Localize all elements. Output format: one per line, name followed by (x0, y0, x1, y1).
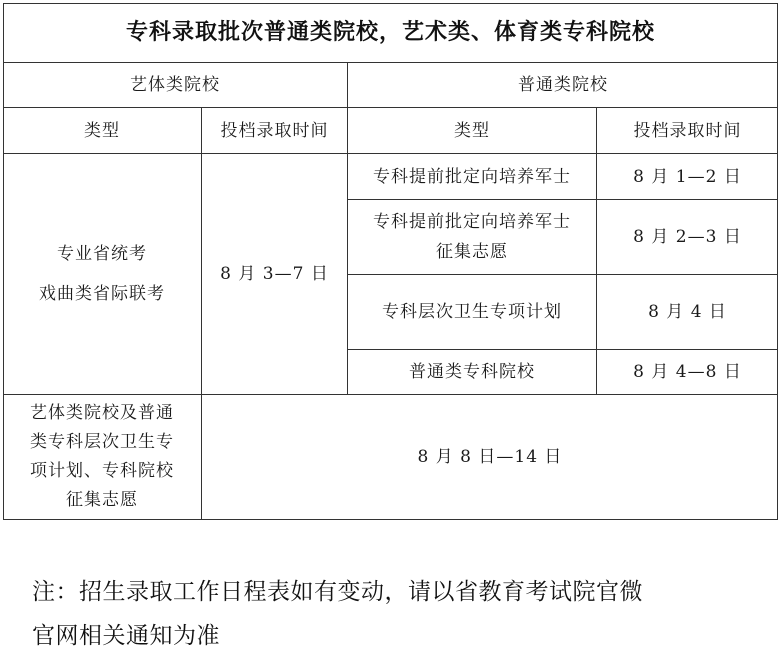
general-type-line: 征集志愿 (436, 242, 508, 262)
final-time-cell: 8 月 8 日—14 日 (417, 447, 563, 467)
final-type-cell (3, 395, 201, 519)
general-time-cell: 8 月 4 日 (648, 302, 727, 322)
general-time-cell: 8 月 1—2 日 (633, 166, 742, 187)
general-type-cell: 普通类专科院校 (409, 362, 535, 382)
final-type-line: 征集志愿 (66, 490, 138, 510)
general-group-header: 普通类院校 (518, 75, 608, 95)
art-type-cell (3, 154, 201, 394)
general-time-cell: 8 月 2—3 日 (633, 227, 742, 247)
admission-schedule-table (3, 3, 778, 520)
final-type-line: 类专科层次卫生专 (30, 432, 174, 452)
art-time-cell: 8 月 3—7 日 (220, 264, 329, 284)
art-group-header: 艺体类院校 (130, 75, 220, 95)
general-type-line: 专科提前批定向培养军士 (373, 212, 571, 232)
art-time-header: 投档录取时间 (220, 120, 329, 141)
final-type-line: 项计划、专科院校 (30, 461, 174, 481)
art-type-line: 专业省统考 (57, 244, 147, 264)
table-title: 专科录取批次普通类院校，艺术类、体育类专科院校 (125, 19, 655, 45)
general-type-cell (348, 200, 596, 274)
general-type-cell: 专科提前批定向培养军士 (373, 166, 571, 187)
footnote-line: 官网相关通知为准 (32, 623, 220, 649)
general-time-cell: 8 月 4—8 日 (633, 362, 742, 382)
table-border-bottom (3, 519, 778, 520)
art-type-header: 类型 (84, 120, 120, 141)
art-type-line: 戏曲类省际联考 (39, 284, 165, 304)
footnote-line: 注：招生录取工作日程表如有变动，请以省教育考试院官微 (32, 579, 643, 605)
final-type-line: 艺体类院校及普通 (30, 403, 174, 423)
footnote (32, 570, 762, 658)
general-type-cell: 专科层次卫生专项计划 (382, 302, 562, 322)
general-time-header: 投档录取时间 (633, 120, 742, 141)
general-type-header: 类型 (454, 120, 490, 141)
